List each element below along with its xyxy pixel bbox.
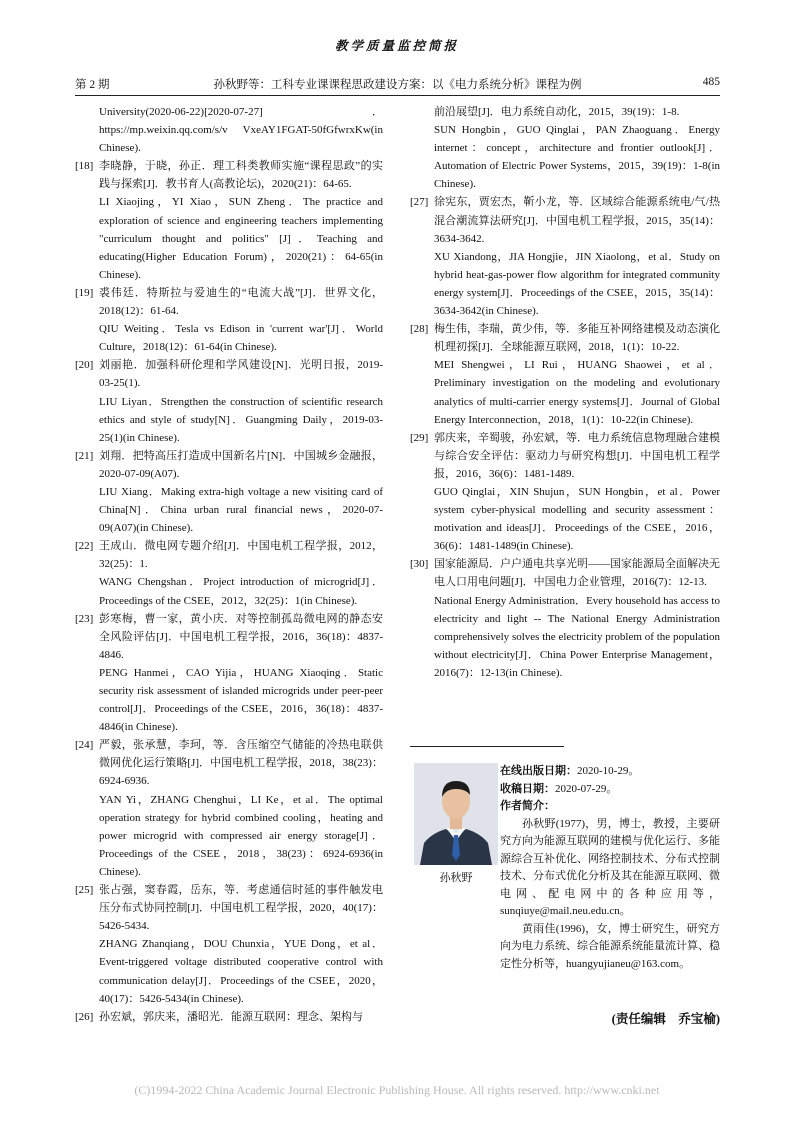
reference-zh: 李晓静，于晓，孙正．理工科类教师实施“课程思政”的实践与探索[J]．教书育人(高教论坛)，2020(21)：64-65.: [99, 160, 383, 191]
reference-27: [410, 193, 720, 320]
reference-number: [18]: [75, 160, 94, 173]
reference-en: SUN Hongbin，GUO Qinglai，PAN Zhaoguang．Energy internet：concept，architecture and frontier outlook[J]．Automation of Electric Power Systems，2015，39(19)：1-8(in Chinese).: [434, 124, 720, 191]
author-photo: [414, 763, 498, 865]
reference-en: National Energy Administration．Every household has access to electricity and light -- The National Energy Administration comprehensively solves the electricity problem of the population without electricity[J]．China Power Enterprise Management，2016(7)：12-13(in Chinese).: [434, 594, 720, 679]
online-date-label: 在线出版日期：: [500, 765, 577, 777]
running-title: 孙秋野等：工科专业课课程思政建设方案：以《电力系统分析》课程为例: [213, 79, 582, 91]
header-divider: [75, 95, 720, 96]
reference-text: University(2020-06-22)[2020-07-27]．https://mp.weixin.qq.com/s/v VxeAY1FGAT-50fGfwrxKw(in Chinese).: [99, 106, 383, 155]
reference-number: [28]: [410, 323, 429, 336]
reference-zh: 王成山．微电网专题介绍[J]．中国电机工程学报，2012，32(25)：1.: [99, 540, 383, 571]
reference-number: [27]: [410, 196, 429, 209]
reference-28: [410, 320, 720, 429]
reference-22: [75, 537, 383, 609]
reference-en: GUO Qinglai，XIN Shujun，SUN Hongbin，et al．Power system cyber-physical modelling and security assessment：motivation and ideas[J]．Proceedings of the CSEE，2016，36(6)：1481-1489(in Chinese).: [434, 485, 720, 553]
reference-zh: 郭庆来，辛蜀骏，孙宏斌，等．电力系统信息物理融合建模与综合安全评估：驱动力与研究构想[J]．中国电机工程学报，2016，36(6)：1481-1489.: [434, 431, 720, 480]
reference-29: [410, 429, 720, 556]
reference-25: [75, 881, 383, 1008]
reference-en: PENG Hanmei，CAO Yijia，HUANG Xiaoqing．Static security risk assessment of islanded microgrids under peer-peer control[J]．Proceedings of the CSEE，2016，36(18)：4837-4846(in Chinese).: [99, 666, 383, 734]
author-2-bio: 黄雨佳(1996)，女，博士研究生，研究方向为电力系统、综合能源系统能量流计算、稳定性分析等，huangyujianeu@163.com。: [500, 922, 720, 970]
reference-24: [75, 736, 383, 881]
reference-number: [26]: [75, 1010, 94, 1023]
reference-23: [75, 610, 383, 737]
received-date-label: 收稿日期：: [500, 782, 555, 795]
reference-en: XU Xiandong，JIA Hongjie，JIN Xiaolong，et al．Study on hybrid heat-gas-power flow algorithm for integrated community energy system[J]．Proceedings of the CSEE，2015，35(14)：3634-3642(in Chinese).: [434, 250, 720, 318]
issue-number: 第 2 期: [75, 79, 110, 91]
author-portrait-icon: [414, 763, 498, 865]
running-header: [75, 76, 720, 92]
reference-zh: 张占强，窦春霞，岳东，等．考虑通信时延的事件触发电压分布式协同控制[J]．中国电机工程学报，2020，40(17)：5426-5434.: [99, 884, 383, 933]
reference-zh: 严毅，张承慧，李珂，等．含压缩空气储能的冷热电联供微网优化运行策略[J]．中国电机工程学报，2018，38(23)：6924-6936.: [99, 739, 383, 788]
author-intro-label: 作者简介：: [500, 800, 555, 812]
reference-20: [75, 356, 383, 446]
reference-number: [23]: [75, 612, 94, 625]
author-1-bio: 孙秋野(1977)，男，博士，教授，主要研究方向为能源互联网的建模与优化运行、多能源综合互补优化、网络控制技术、分布式控制技术、分布式优化分析及其在能源互联网、微电网、配电网中的各种应用等，sunqiuye@mail.neu.edu.cn。: [500, 817, 720, 917]
bio-divider: [410, 746, 564, 747]
page-number: 485: [702, 76, 720, 88]
reference-21: [75, 447, 383, 537]
reference-zh: 刘翔．把特高压打造成中国新名片[N]．中国城乡金融报，2020-07-09(A07).: [99, 449, 383, 480]
journal-title: 教学质量监控简报: [334, 38, 459, 53]
reference-number: [21]: [75, 449, 94, 462]
online-date: 2020-10-29。: [577, 765, 640, 777]
reference-en: MEI Shengwei，LI Rui，HUANG Shaowei，et al．Preliminary investigation on the modeling and evolutionary analytics of multi-carrier energy systems[J]．Journal of Global Energy Interconnection，2018，1(1)：10-22(in Chinese).: [434, 359, 720, 426]
reference-26: [75, 1008, 383, 1026]
reference-number: [19]: [75, 286, 94, 299]
author-bio: [500, 763, 720, 973]
reference-number: [22]: [75, 540, 94, 553]
reference-18: [75, 157, 383, 284]
reference-en: WANG Chengshan．Project introduction of microgrid[J]．Proceedings of the CSEE，2012，32(25)：1(in Chinese).: [99, 576, 383, 607]
received-date: 2020-07-29。: [555, 782, 618, 795]
reference-zh: 徐宪东，贾宏杰，靳小龙，等．区域综合能源系统电/气/热混合潮流算法研究[J]．中国电机工程学报，2015，35(14)：3634-3642.: [434, 196, 720, 245]
right-column: [410, 103, 720, 682]
photo-caption: 孙秋野: [439, 872, 473, 884]
reference-19: [75, 284, 383, 356]
responsible-editor: (责任编辑 乔宝榆): [611, 1012, 720, 1026]
reference-30: [410, 555, 720, 682]
reference-number: [20]: [75, 359, 94, 372]
reference-zh: 刘丽艳．加强科研伦理和学风建设[N]．光明日报，2019-03-25(1).: [99, 359, 383, 390]
reference-en: LIU Liyan．Strengthen the construction of scientific research ethics and style of study[N]．Guangming Daily，2019-03-25(1)(in Chinese).: [99, 395, 383, 444]
reference-continuation: [75, 103, 383, 157]
reference-en: LI Xiaojing，YI Xiao，SUN Zheng．The practice and exploration of science and engineering teachers implementing "curriculum thought and politics" [J]．Teaching and educating(Higher Education Forum)，2020(21)：64-65(in Chinese).: [99, 196, 383, 281]
reference-number: [24]: [75, 739, 94, 752]
copyright-notice: (C)1994-2022 China Academic Journal Electronic Publishing House. All rights reserved. http://www.cnki.net: [134, 1083, 660, 1097]
reference-en: QIU Weiting．Tesla vs Edison in 'current war'[J]．World Culture，2018(12)：61-64(in Chinese).: [99, 323, 383, 354]
reference-number: [30]: [410, 558, 429, 571]
reference-continuation: [410, 103, 720, 193]
reference-en: YAN Yi，ZHANG Chenghui，LI Ke，et al．The optimal operation strategy for hybrid combined cooling，heating and power microgrid with compressed air energy storage[J]．Proceedings of the CSEE，2018，38(23)：6924-6936(in Chinese).: [99, 793, 383, 878]
reference-number: [25]: [75, 884, 94, 897]
reference-zh: 裘伟廷．特斯拉与爱迪生的“电流大战”[J]．世界文化，2018(12)：61-64.: [99, 286, 383, 318]
reference-zh: 梅生伟，李瑞，黄少伟，等．多能互补网络建模及动态演化机理初探[J]．全球能源互联网，2018，1(1)：10-22.: [434, 323, 720, 354]
online-date-line: [500, 763, 720, 781]
left-column: [75, 103, 383, 1026]
reference-zh: 国家能源局．户户通电共享光明——国家能源局全面解决无电人口用电问题[J]．中国电力企业管理，2016(7)：12-13.: [434, 558, 720, 589]
reference-number: [29]: [410, 431, 429, 444]
reference-zh: 前沿展望[J]．电力系统自动化，2015，39(19)：1-8.: [434, 106, 680, 118]
received-date-line: [500, 781, 720, 799]
reference-en: LIU Xiang．Making extra-high voltage a new visiting card of China[N]．China urban rural financial news，2020-07-09(A07)(in Chinese).: [99, 485, 383, 535]
reference-zh: 彭寒梅，曹一家，黄小庆．对等控制孤岛微电网的静态安全风险评估[J]．中国电机工程学报，2016，36(18)：4837-4846.: [99, 612, 383, 661]
reference-zh: 孙宏斌，郭庆来，潘昭光．能源互联网：理念、架构与: [99, 1010, 363, 1023]
reference-en: ZHANG Zhanqiang，DOU Chunxia，YUE Dong，et al．Event-triggered voltage distributed cooperative control with communication delay[J]．Proceedings of the CSEE，2020，40(17)：5426-5434(in Chinese).: [99, 938, 383, 1005]
